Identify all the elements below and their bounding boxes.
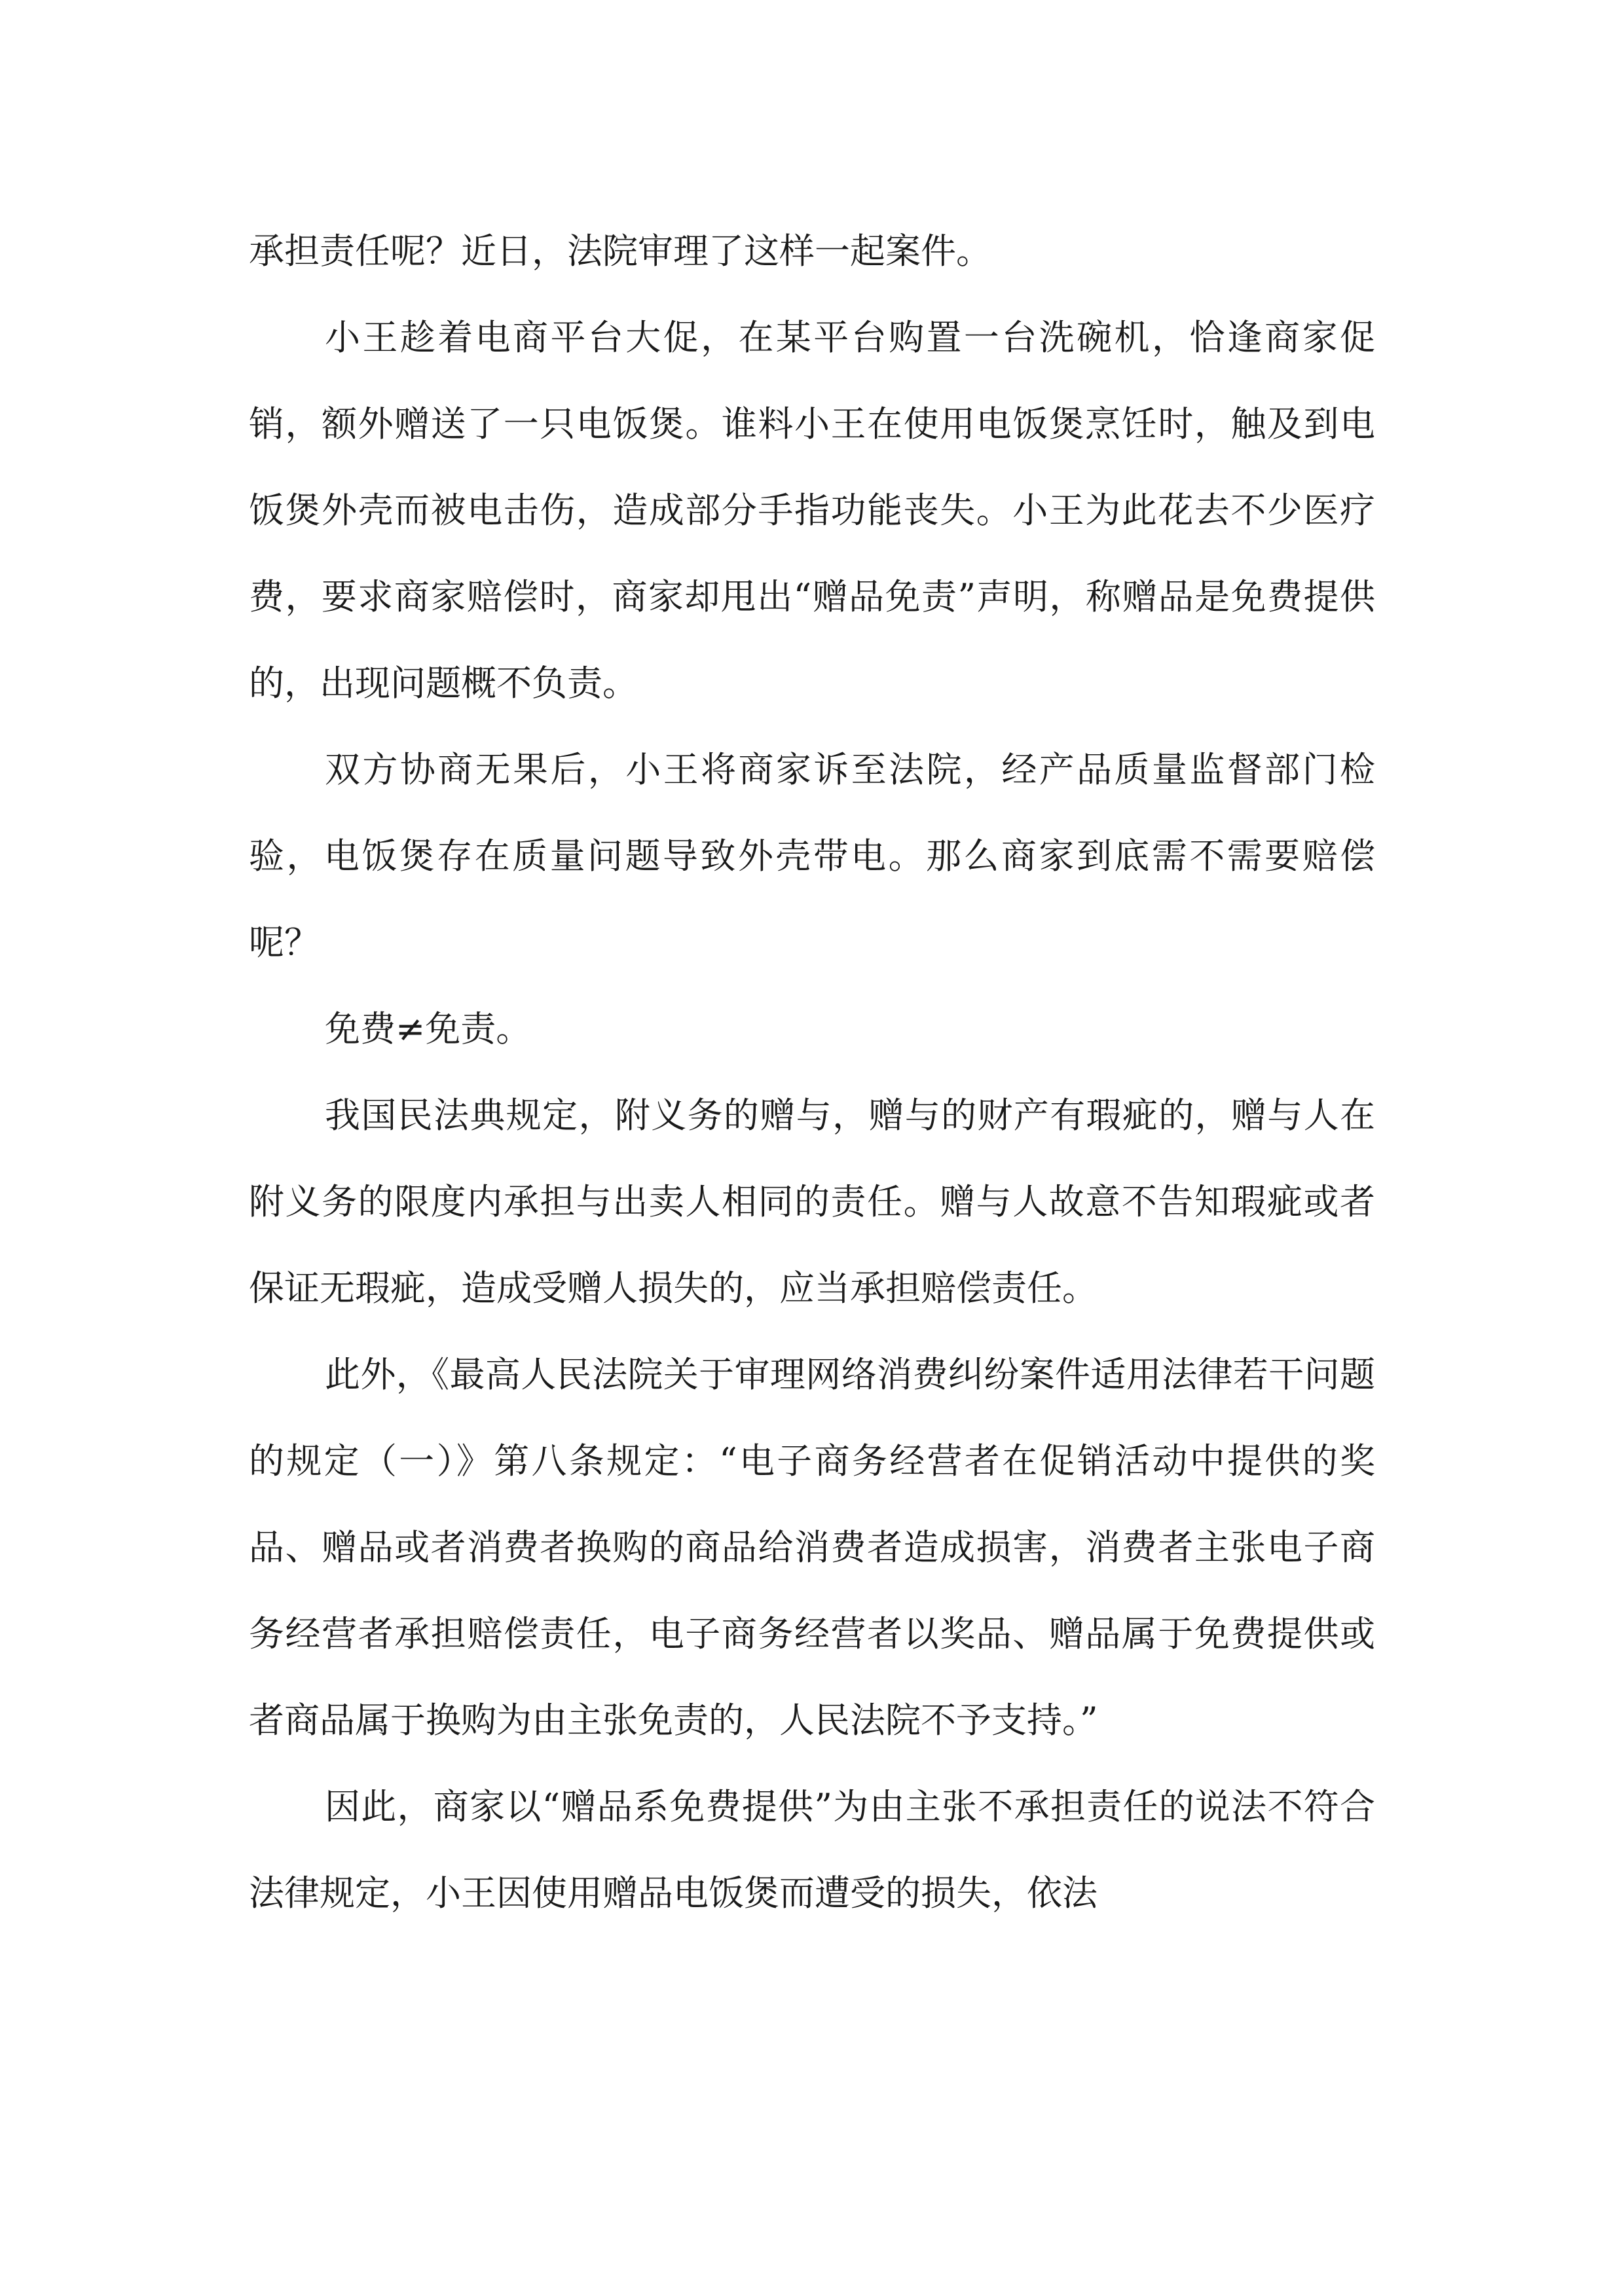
paragraph-4: 免费≠免责。 [325, 1008, 532, 1049]
paragraph-5: 我国民法典规定，附义务的赠与，赠与的财产有瑕疵的，赠与人在附义务的限度内承担与出卖人相同的责任。赠与人故意不告知瑕疵或者保证无瑕疵，造成受赠人损失的，应当承担赔偿责任。 [249, 1095, 1375, 1309]
paragraph-6: 此外，《最高人民法院关于审理网络消费纠纷案件适用法律若干问题的规定（一）》第八条规定：“电子商务经营者在促销活动中提供的奖品、赠品或者消费者换购的商品给消费者造成损害，消费者主张电子商务经营者承担赔偿责任，电子商务经营者以奖品、赠品属于免费提供或者商品属于换购为由主张免责的，人民法院不予支持。” [249, 1354, 1375, 1741]
document-body [249, 208, 1375, 1937]
paragraph-3: 双方协商无果后，小王将商家诉至法院，经产品质量监督部门检验，电饭煲存在质量问题导致外壳带电。那么商家到底需不需要赔偿呢？ [249, 749, 1375, 963]
paragraph-1: 承担责任呢？近日，法院审理了这样一起案件。 [249, 230, 991, 272]
paragraph-2: 小王趁着电商平台大促，在某平台购置一台洗碗机，恰逢商家促销，额外赠送了一只电饭煲。谁料小王在使用电饭煲烹饪时，触及到电饭煲外壳而被电击伤，造成部分手指功能丧失。小王为此花去不少医疗费，要求商家赔偿时，商家却甩出“赠品免责”声明，称赠品是免费提供的，出现问题概不负责。 [249, 317, 1375, 704]
paragraph-7: 因此，商家以“赠品系免费提供”为由主张不承担责任的说法不符合法律规定，小王因使用赠品电饭煲而遭受的损失，依法 [249, 1786, 1375, 1914]
